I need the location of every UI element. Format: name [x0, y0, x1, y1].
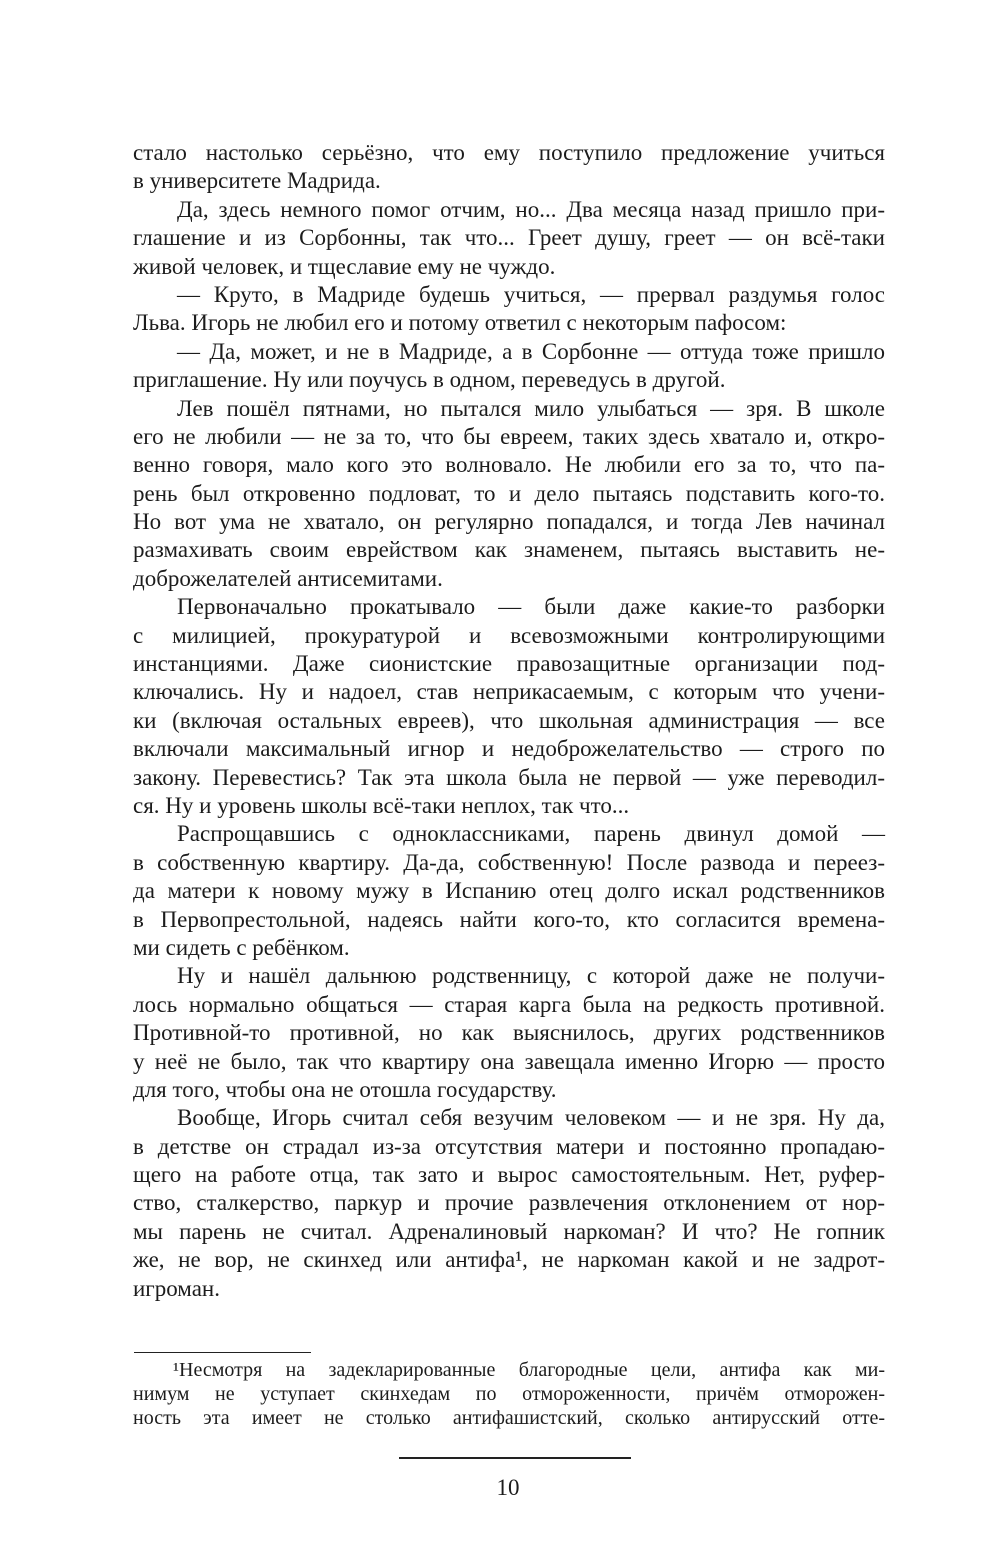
page-number: 10	[496, 1475, 520, 1500]
text-line: Первоначально прокатывало — были даже какие-то разборки	[177, 594, 885, 620]
text-line: приглашение. Ну или поучусь в одном, переведусь в другой.	[133, 367, 726, 393]
text-line: Льва. Игорь не любил его и потому ответил с некоторым пафосом:	[133, 310, 787, 336]
footnote-line: ¹Несмотря на задекларированные благородные цели, антифа как ми-	[173, 1359, 885, 1381]
text-line: ки (включая остальных евреев), что школьная администрация — все	[133, 707, 885, 733]
text-line: Лев пошёл пятнами, но пытался мило улыбаться — зря. В школе	[177, 395, 885, 421]
text-line: инстанциями. Даже сионистские правозащитные организации под-	[133, 651, 885, 677]
text-line: ми сидеть с ребёнком.	[133, 934, 350, 960]
text-line: доброжелателей антисемитами.	[133, 565, 443, 591]
text-line: Да, здесь немного помог отчим, но... Два месяца назад пришло при-	[177, 196, 885, 222]
footnote-separator	[134, 1352, 311, 1353]
text-line: — Круто, в Мадриде будешь учиться, — прервал раздумья голос	[177, 281, 885, 307]
text-line: рень был откровенно подловат, то и дело пытаясь подставить кого-то.	[133, 480, 885, 506]
footnote-line: ность эта имеет не столько антифашистский, сколько антирусский отте-	[133, 1407, 885, 1429]
text-line: ключались. Ну и надоел, став неприкасаемым, с которым что учени-	[133, 679, 885, 705]
text-line: у неё не было, так что квартиру она завещала именно Игорю — просто	[133, 1048, 885, 1074]
paragraph	[133, 139, 885, 196]
text-line: с милицией, прокуратурой и всевозможными контролирующими	[133, 622, 885, 648]
text-line: для того, чтобы она не отошла государству.	[133, 1076, 557, 1102]
paragraph	[133, 395, 885, 594]
text-line: Противной-то противной, но как выяснилось, других родственников	[133, 1020, 885, 1046]
text-line: Но вот ума не хватало, он регулярно попадался, и тогда Лев начинал	[133, 509, 885, 535]
text-line: в университете Мадрида.	[133, 168, 381, 194]
text-line: ство, сталкерство, паркур и прочие развлечения отклонением от нор-	[133, 1190, 885, 1216]
text-line: в Первопрестольной, надеясь найти кого-то, кто согласится времена-	[133, 906, 885, 932]
text-line: щего на работе отца, так зато и вырос самостоятельным. Нет, руфер-	[133, 1162, 885, 1188]
text-line: живой человек, и тщеславие ему не чуждо.	[133, 253, 556, 279]
text-line: закону. Перевестись? Так эта школа была не первой — уже переводил-	[133, 764, 885, 790]
text-line: мы парень не считал. Адреналиновый наркоман? И что? Не гопник	[133, 1218, 885, 1244]
text-line: стало настолько серьёзно, что ему поступило предложение учиться	[133, 140, 885, 165]
text-line: в детстве он страдал из-за отсутствия матери и постоянно пропадаю-	[133, 1133, 885, 1159]
paragraph	[133, 338, 885, 395]
footnote	[133, 1358, 885, 1430]
body-text	[133, 139, 885, 1303]
paragraph	[133, 281, 885, 338]
text-line: же, не вор, не скинхед или антифа¹, не наркоман какой и не задрот-	[133, 1247, 885, 1273]
text-line: — Да, может, и не в Мадриде, а в Сорбонне — оттуда тоже пришло	[177, 338, 885, 364]
text-line: лось нормально общаться — старая карга была на редкость противной.	[133, 991, 885, 1017]
text-line: его не любили — не за то, что бы евреем, таких здесь хватало и, откро-	[133, 423, 885, 449]
text-line: Вообще, Игорь считал себя везучим человеком — и не зря. Ну да,	[177, 1105, 885, 1131]
footnote-line: нимум не уступает скинхедам по отмороженности, причём отморожен-	[133, 1383, 885, 1405]
text-line: включали максимальный игнор и недоброжелательство — строго по	[133, 736, 885, 762]
paragraph	[133, 196, 885, 281]
text-line: Ну и нашёл дальнюю родственницу, с которой даже не получи-	[177, 963, 885, 989]
paragraph	[133, 1104, 885, 1303]
text-line: Распрощавшись с одноклассниками, парень двинул домой —	[177, 821, 885, 847]
text-line: глашение и из Сорбонны, так что... Греет душу, греет — он всё-таки	[133, 225, 885, 251]
paragraph	[133, 962, 885, 1104]
text-line: размахивать своим еврейством как знаменем, пытаясь выставить не-	[133, 537, 885, 563]
text-line: ся. Ну и уровень школы всё-таки неплох, так что...	[133, 792, 630, 818]
paragraph	[133, 593, 885, 820]
text-line: в собственную квартиру. Да-да, собственную! После развода и переез-	[133, 849, 885, 875]
text-line: да матери к новому мужу в Испанию отец долго искал родственников	[133, 878, 885, 904]
text-line: венно говоря, мало кого это волновало. Не любили его за то, что па-	[133, 452, 885, 478]
paragraph	[133, 820, 885, 962]
text-line: игроман.	[133, 1275, 220, 1301]
page-footer-rule	[399, 1457, 631, 1459]
